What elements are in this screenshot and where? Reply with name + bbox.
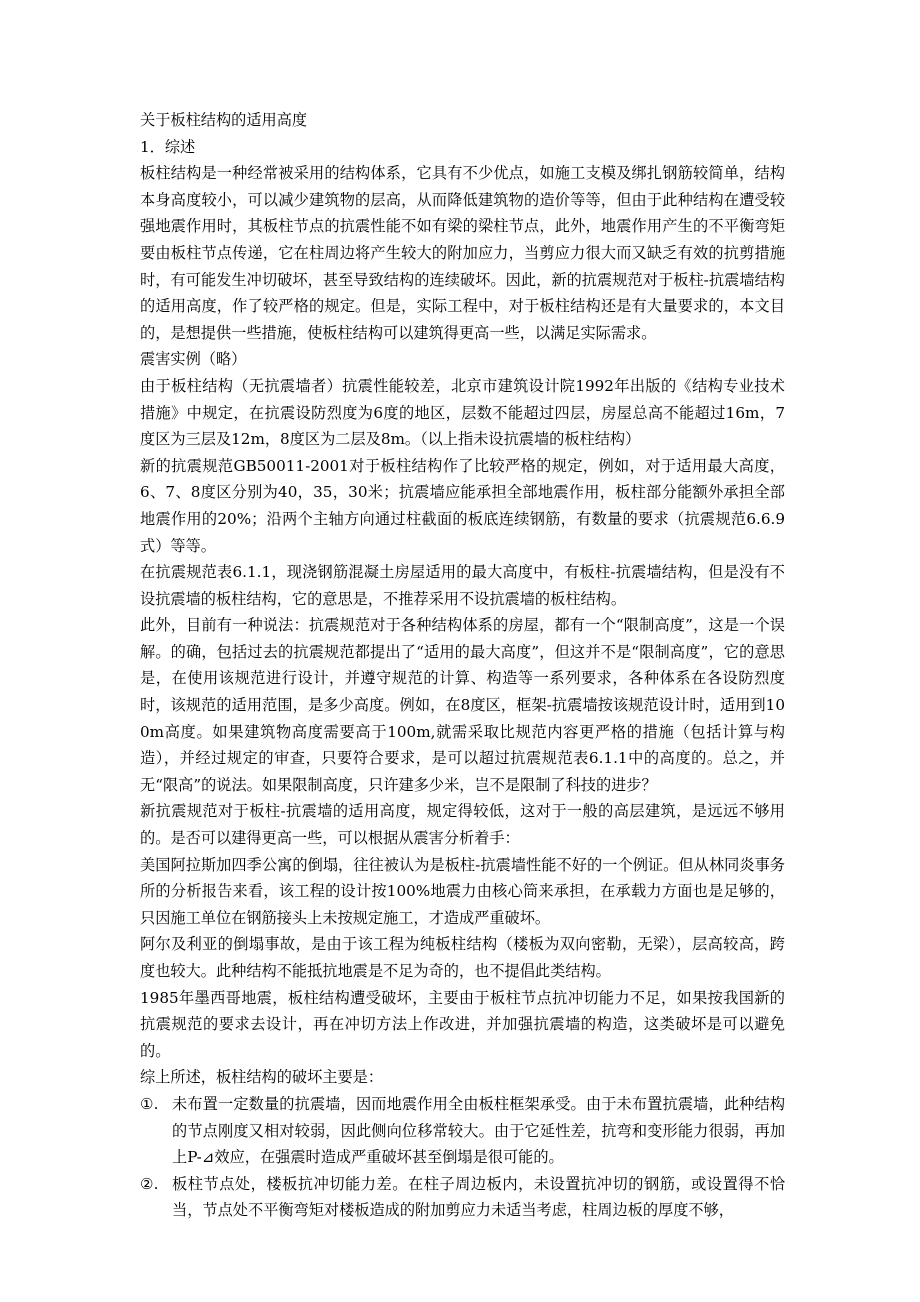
list-marker: ①. — [140, 1094, 159, 1113]
paragraph-damage-analysis: 新抗震规范对于板柱-抗震墙的适用高度，规定得较低，这对于一般的高层建筑，是远远不够用的。是否可以建得更高一些，可以根据从震害分析着手： — [140, 802, 785, 848]
document-title: 关于板柱结构的适用高度 — [140, 111, 308, 129]
paragraph-table-611: 在抗震规范表6.1.1，现浇钢筋混凝土房屋适用的最大高度中，有板柱-抗震墙结构，但是没有不设抗震墙的板柱结构，它的意思是，不推荐采用不设抗震墙的板柱结构。 — [140, 563, 785, 608]
paragraph-summary: 综上所述，板柱结构的破坏主要是： — [140, 1068, 383, 1087]
paragraph-new-code: 新的抗震规范GB50011-2001对于板柱结构作了比较严格的规定，例如，对于适用最大高度，6、7、8度区分别为40，35，30米；抗震墙应能承担全部地震作用，板柱部分能额外承担全部地震作用的20%；沿两个主轴方向通过柱截面的板底连续钢筋，有数量的要求（抗震规范6.6.9式）等等。 — [140, 456, 785, 555]
document-body — [140, 107, 785, 1224]
list-item — [140, 1091, 785, 1171]
paragraph-mexico: 1985年墨西哥地震，板柱结构遭受破坏，主要由于板柱节点抗冲切能力不足，如果按我国新的抗震规范的要求去设计，再在冲切方法上作改进，并加强抗震墙的构造，这类破坏是可以避免的。 — [140, 988, 785, 1060]
paragraph-earthquake-examples: 震害实例（略） — [140, 350, 247, 369]
paragraph-height-limit: 此外，目前有一种说法：抗震规范对于各种结构体系的房屋，都有一个“限制高度”，这是一个误解。的确，包括过去的抗震规范都提出了“适用的最大高度”，但这并不是“限制高度”，它的意思是，在使用该规范进行设计，并遵守规范的计算、构造等一系列要求，各种体系在各设防烈度时，该规范的适用范围，是多少高度。例如，在8度区，框架-抗震墙按该规范设计时，适用到100m高度。如果建筑物高度需要高于100m,就需采取比规范内容更严格的措施（包括计算与构造），并经过规定的审查，只要符合要求，是可以超过抗震规范表6.1.1中的高度的。总之，并无“限高”的说法。如果限制高度，只许建多少米，岂不是限制了科技的进步？ — [140, 616, 785, 794]
list-marker: ②. — [140, 1174, 159, 1193]
paragraph-alaska: 美国阿拉斯加四季公寓的倒塌，往往被认为是板柱-抗震墙性能不好的一个例证。但从林同炎事务所的分析报告来看，该工程的设计按100%地震力由核心筒来承担，在承载力方面也是足够的，只因施工单位在钢筋接头上未按规定施工，才造成严重破坏。 — [140, 855, 785, 927]
paragraph-beijing-rules: 由于板柱结构（无抗震墙者）抗震性能较差，北京市建筑设计院1992年出版的《结构专业技术措施》中规定，在抗震设防烈度为6度的地区，层数不能超过四层，房屋总高不能超过16m，7度区为三层及12m，8度区为二层及8m。（以上指未设抗震墙的板柱结构） — [140, 376, 785, 449]
section-heading: 1．综述 — [140, 137, 196, 156]
paragraph-algeria: 阿尔及利亚的倒塌事故，是由于该工程为纯板柱结构（楼板为双向密勒，无梁），层高较高，跨度也较大。此种结构不能抵抗地震是不足为奇的，也不提倡此类结构。 — [140, 935, 785, 980]
paragraph-overview: 板柱结构是一种经常被采用的结构体系，它具有不少优点，如施工支模及绑扎钢筋较简单，结构本身高度较小，可以减少建筑物的层高，从而降低建筑物的造价等等，但由于此种结构在遭受较强地震作用时，其板柱节点的抗震性能不如有梁的梁柱节点，此外，地震作用产生的不平衡弯矩要由板柱节点传递，它在柱周边将产生较大的附加应力，当剪应力很大而又缺乏有效的抗剪措施时，有可能发生冲切破坏，甚至导致结构的连续破坏。因此，新的抗震规范对于板柱-抗震墙结构的适用高度，作了较严格的规定。但是，实际工程中，对于板柱结构还是有大量要求的，本文目的，是想提供一些措施，使板柱结构可以建筑得更高一些，以满足实际需求。 — [140, 164, 785, 342]
list-item — [140, 1171, 785, 1224]
list-item-text: 未布置一定数量的抗震墙，因而地震作用全由板柱框架承受。由于未布置抗震墙，此种结构的节点刚度又相对较弱，因此侧向位移常较大。由于它延性差，抗弯和变形能力很弱，再加上P-⊿效应，在强震时造成严重破坏甚至倒塌是很可能的。 — [172, 1094, 785, 1167]
list-item-text: 板柱节点处，楼板抗冲切能力差。在柱子周边板内，未设置抗冲切的钢筋，或设置得不恰当，节点处不平衡弯矩对楼板造成的附加剪应力未适当考虑，柱周边板的厚度不够， — [172, 1174, 785, 1220]
